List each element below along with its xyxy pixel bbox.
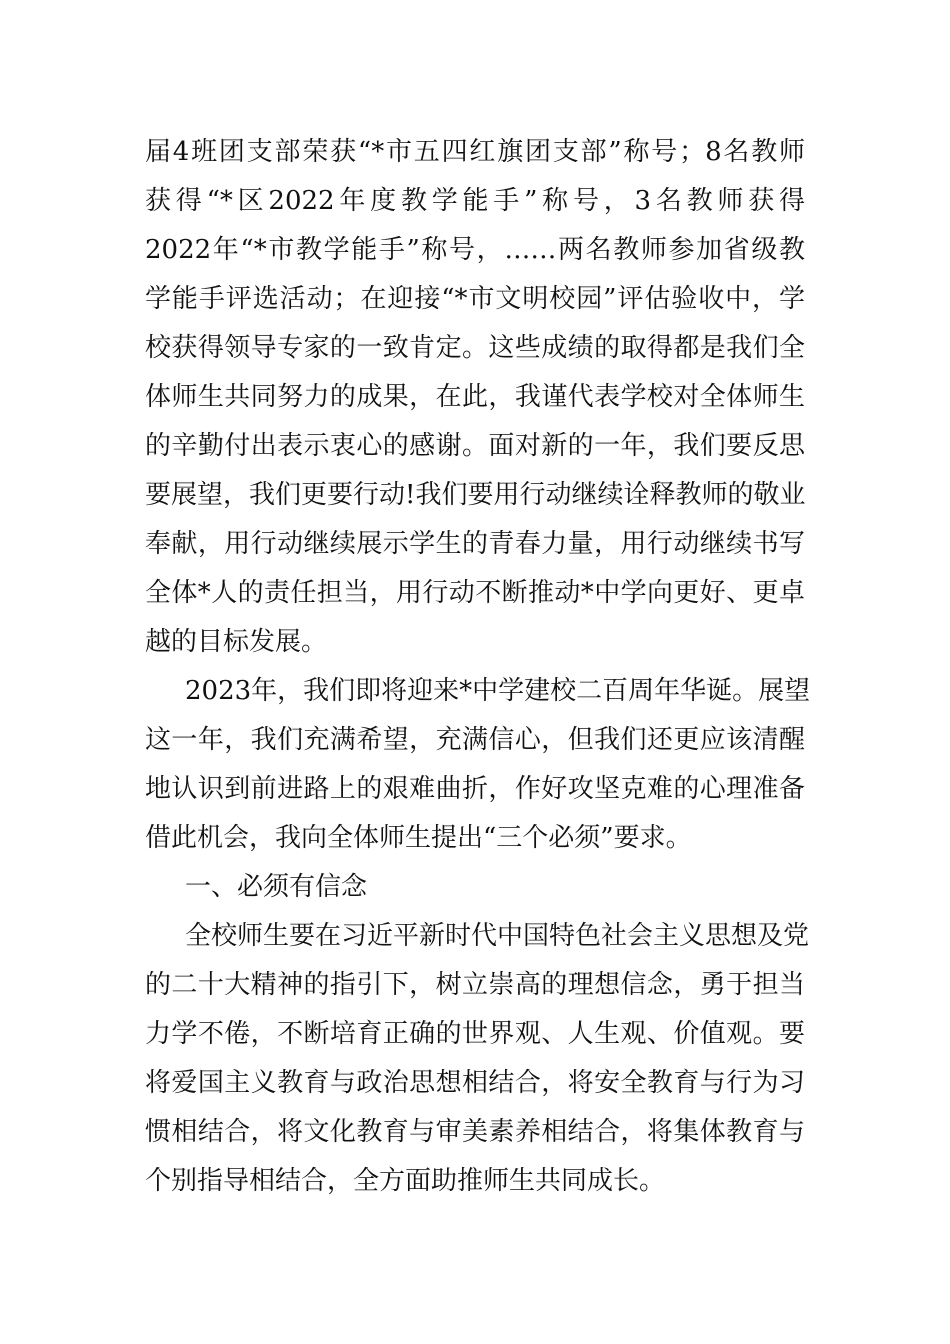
text-line: 获得“*区2022年度教学能手”称号，3名教师获得 (145, 186, 805, 216)
text-line: 力学不倦，不断培育正确的世界观、人生观、价值观。要 (145, 1019, 805, 1049)
text-line: 学能手评选活动；在迎接“*市文明校园”评估验收中，学 (145, 284, 805, 314)
heading-text: 一、必须有信念 (185, 872, 368, 902)
text-line: 全校师生要在习近平新时代中国特色社会主义思想及党 (185, 921, 810, 951)
text-line: 将爱国主义教育与政治思想相结合，将安全教育与行为习 (145, 1068, 805, 1098)
text-line: 惯相结合，将文化教育与审美素养相结合，将集体教育与 (145, 1117, 805, 1147)
text-line: 这一年，我们充满希望，充满信心，但我们还更应该清醒 (145, 725, 805, 755)
text-line: 的辛勤付出表示衷心的感谢。面对新的一年，我们要反思 (145, 431, 805, 461)
text-line: 个别指导相结合，全方面助推师生共同成长。 (145, 1166, 666, 1196)
text-line: 奉献，用行动继续展示学生的青春力量，用行动继续书写 (145, 529, 805, 559)
paragraph-belief (145, 912, 810, 1206)
text-line: 2022年“*市教学能手”称号，……两名教师参加省级教 (145, 235, 805, 265)
text-line: 的二十大精神的指引下，树立崇高的理想信念，勇于担当 (145, 970, 805, 1000)
text-line: 校获得领导专家的一致肯定。这些成绩的取得都是我们全 (145, 333, 805, 363)
text-line: 全体*人的责任担当，用行动不断推动*中学向更好、更卓 (145, 578, 805, 608)
document-body (145, 128, 811, 1206)
section-heading-belief (145, 863, 805, 912)
text-line: 2023年，我们即将迎来*中学建校二百周年华诞。展望 (185, 676, 811, 706)
paragraph-achievements (145, 128, 805, 667)
text-line: 届4班团支部荣获“*市五四红旗团支部”称号；8名教师 (145, 137, 805, 167)
text-line: 借此机会，我向全体师生提出“三个必须”要求。 (145, 823, 692, 853)
text-line: 越的目标发展。 (145, 627, 328, 657)
paragraph-outlook-2023 (145, 667, 811, 863)
text-line: 体师生共同努力的成果，在此，我谨代表学校对全体师生 (145, 382, 805, 412)
text-line: 地认识到前进路上的艰难曲折，作好攻坚克难的心理准备 (145, 774, 805, 804)
text-line: 要展望，我们更要行动!我们要用行动继续诠释教师的敬业 (145, 480, 806, 510)
